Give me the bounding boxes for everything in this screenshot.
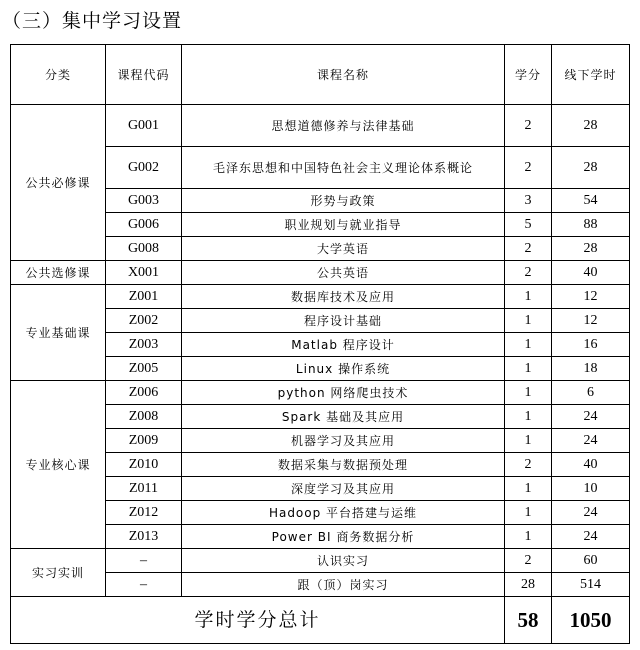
hours-cell: 16 bbox=[552, 333, 630, 357]
hours-cell: 514 bbox=[552, 573, 630, 597]
course-code-cell: Z003 bbox=[106, 333, 182, 357]
course-name-cell: 大学英语 bbox=[182, 237, 505, 261]
credits-cell: 1 bbox=[505, 285, 552, 309]
hours-cell: 28 bbox=[552, 105, 630, 147]
hours-cell: 60 bbox=[552, 549, 630, 573]
hours-cell: 28 bbox=[552, 147, 630, 189]
category-cell: 实习实训 bbox=[11, 549, 106, 597]
credits-cell: 3 bbox=[505, 189, 552, 213]
table-row bbox=[11, 285, 630, 309]
header-credits: 学分 bbox=[505, 45, 552, 105]
credits-cell: 1 bbox=[505, 405, 552, 429]
credits-cell: 2 bbox=[505, 147, 552, 189]
course-name-cell: 思想道德修养与法律基础 bbox=[182, 105, 505, 147]
table-row bbox=[11, 381, 630, 405]
course-name-cell: 毛泽东思想和中国特色社会主义理论体系概论 bbox=[182, 147, 505, 189]
course-code-cell: G006 bbox=[106, 213, 182, 237]
course-code-cell: Z009 bbox=[106, 429, 182, 453]
course-code-cell: Z013 bbox=[106, 525, 182, 549]
course-name-cell: Matlab 程序设计 bbox=[182, 333, 505, 357]
course-code-cell: G002 bbox=[106, 147, 182, 189]
course-code-cell: Z012 bbox=[106, 501, 182, 525]
hours-cell: 24 bbox=[552, 429, 630, 453]
credits-cell: 1 bbox=[505, 477, 552, 501]
credits-cell: 1 bbox=[505, 501, 552, 525]
credits-cell: 1 bbox=[505, 333, 552, 357]
table-row bbox=[11, 549, 630, 573]
hours-cell: 24 bbox=[552, 525, 630, 549]
credits-cell: 2 bbox=[505, 261, 552, 285]
course-code-cell: Z002 bbox=[106, 309, 182, 333]
category-cell: 专业核心课 bbox=[11, 381, 106, 549]
header-category: 分类 bbox=[11, 45, 106, 105]
course-name-cell: Spark 基础及其应用 bbox=[182, 405, 505, 429]
course-code-cell: – bbox=[106, 573, 182, 597]
course-code-cell: Z005 bbox=[106, 357, 182, 381]
hours-cell: 54 bbox=[552, 189, 630, 213]
course-code-cell: Z010 bbox=[106, 453, 182, 477]
credits-cell: 1 bbox=[505, 309, 552, 333]
credits-cell: 2 bbox=[505, 105, 552, 147]
credits-cell: 1 bbox=[505, 525, 552, 549]
course-name-cell: 程序设计基础 bbox=[182, 309, 505, 333]
course-name-cell: 跟（顶）岗实习 bbox=[182, 573, 505, 597]
hours-cell: 24 bbox=[552, 405, 630, 429]
total-hours: 1050 bbox=[552, 597, 630, 644]
course-name-cell: Power BI 商务数据分析 bbox=[182, 525, 505, 549]
course-code-cell: Z006 bbox=[106, 381, 182, 405]
credits-cell: 1 bbox=[505, 381, 552, 405]
credits-cell: 2 bbox=[505, 549, 552, 573]
course-code-cell: G008 bbox=[106, 237, 182, 261]
course-name-cell: 认识实习 bbox=[182, 549, 505, 573]
hours-cell: 28 bbox=[552, 237, 630, 261]
course-code-cell: Z008 bbox=[106, 405, 182, 429]
course-table-body bbox=[11, 45, 630, 644]
category-cell: 公共必修课 bbox=[11, 105, 106, 261]
header-hours: 线下学时 bbox=[552, 45, 630, 105]
hours-cell: 10 bbox=[552, 477, 630, 501]
course-name-cell: python 网络爬虫技术 bbox=[182, 381, 505, 405]
header-name: 课程名称 bbox=[182, 45, 505, 105]
table-row bbox=[11, 261, 630, 285]
hours-cell: 24 bbox=[552, 501, 630, 525]
course-name-cell: 职业规划与就业指导 bbox=[182, 213, 505, 237]
header-code: 课程代码 bbox=[106, 45, 182, 105]
hours-cell: 40 bbox=[552, 261, 630, 285]
course-name-cell: 数据库技术及应用 bbox=[182, 285, 505, 309]
credits-cell: 2 bbox=[505, 453, 552, 477]
hours-cell: 18 bbox=[552, 357, 630, 381]
course-code-cell: Z001 bbox=[106, 285, 182, 309]
hours-cell: 40 bbox=[552, 453, 630, 477]
course-code-cell: X001 bbox=[106, 261, 182, 285]
category-cell: 公共选修课 bbox=[11, 261, 106, 285]
hours-cell: 12 bbox=[552, 309, 630, 333]
course-name-cell: Linux 操作系统 bbox=[182, 357, 505, 381]
course-code-cell: – bbox=[106, 549, 182, 573]
course-code-cell: Z011 bbox=[106, 477, 182, 501]
credits-cell: 28 bbox=[505, 573, 552, 597]
hours-cell: 88 bbox=[552, 213, 630, 237]
course-name-cell: Hadoop 平台搭建与运维 bbox=[182, 501, 505, 525]
course-name-cell: 机器学习及其应用 bbox=[182, 429, 505, 453]
credits-cell: 1 bbox=[505, 357, 552, 381]
course-code-cell: G003 bbox=[106, 189, 182, 213]
course-name-cell: 数据采集与数据预处理 bbox=[182, 453, 505, 477]
course-table bbox=[10, 44, 630, 644]
course-code-cell: G001 bbox=[106, 105, 182, 147]
total-row bbox=[11, 597, 630, 644]
course-name-cell: 深度学习及其应用 bbox=[182, 477, 505, 501]
credits-cell: 5 bbox=[505, 213, 552, 237]
credits-cell: 2 bbox=[505, 237, 552, 261]
total-label: 学时学分总计 bbox=[11, 597, 505, 644]
total-credits: 58 bbox=[505, 597, 552, 644]
section-heading: （三）集中学习设置 bbox=[2, 10, 183, 32]
credits-cell: 1 bbox=[505, 429, 552, 453]
course-name-cell: 公共英语 bbox=[182, 261, 505, 285]
hours-cell: 12 bbox=[552, 285, 630, 309]
category-cell: 专业基础课 bbox=[11, 285, 106, 381]
table-row bbox=[11, 105, 630, 147]
course-name-cell: 形势与政策 bbox=[182, 189, 505, 213]
hours-cell: 6 bbox=[552, 381, 630, 405]
header-row bbox=[11, 45, 630, 105]
